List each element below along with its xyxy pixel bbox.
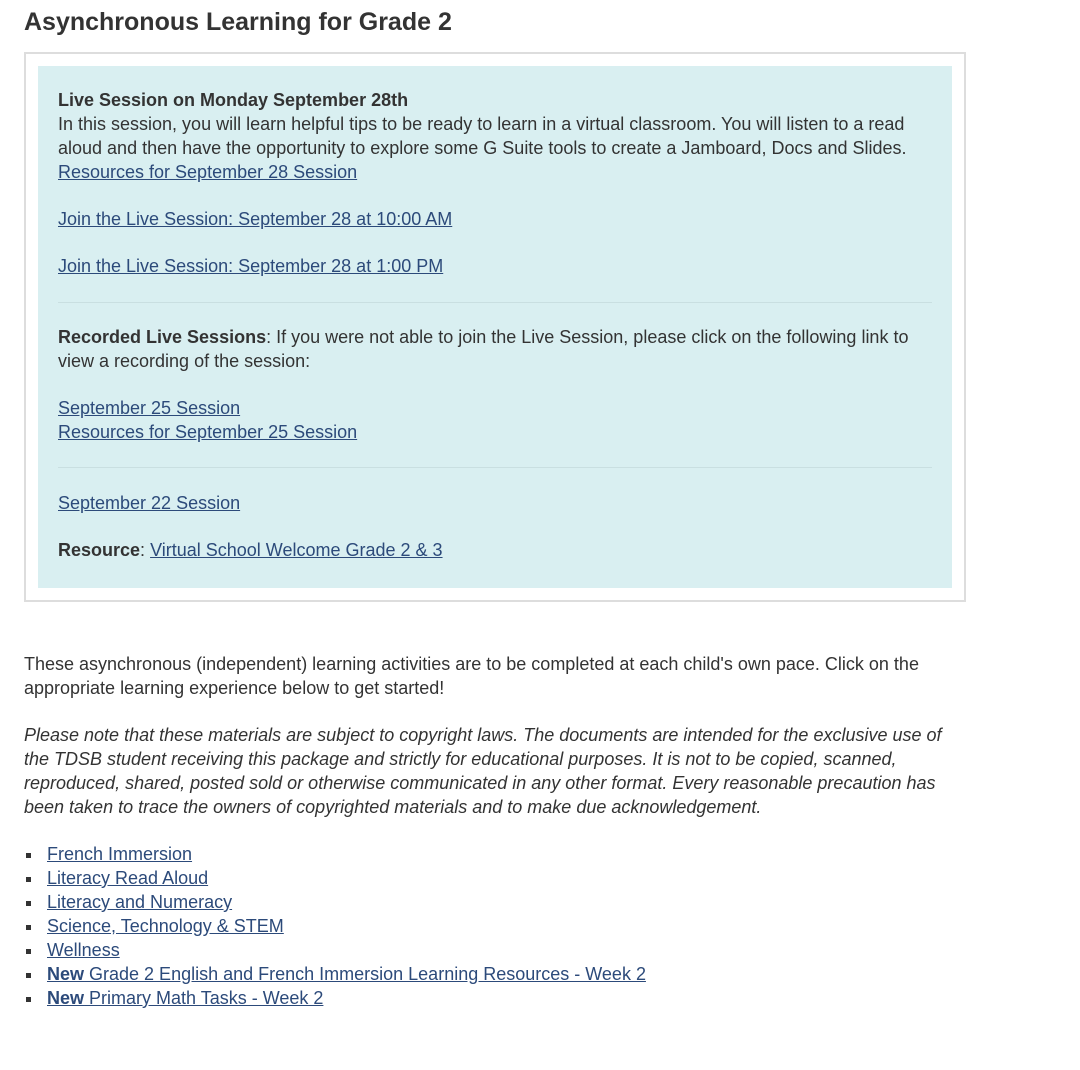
recorded-sessions-label: Recorded Live Sessions [58,327,267,347]
list-item [24,866,966,890]
recorded-sessions-text: : If you were not able to join the Live Session, please click on the following link to view a recording of the session: [58,327,909,371]
activity-links-list [24,842,966,1010]
live-session-panel-inner [38,66,952,588]
bullet-icon [26,853,31,858]
wellness-link[interactable]: Wellness [47,940,120,960]
list-item [24,962,966,986]
live-session-description: In this session, you will learn helpful tips to be ready to learn in a virtual classroom. You will listen to a read aloud and then have the opportunity to explore some G Suite tools to create a Jamboard, Docs and Slides. [58,114,907,158]
primary-math-tasks-week2-link[interactable]: New Primary Math Tasks - Week 2 [47,988,324,1008]
copyright-note: Please note that these materials are subject to copyright laws. The documents are intended for the exclusive use of the TDSB student receiving this package and strictly for educational purposes. It is not to be copied, scanned, reproduced, shared, posted sold or otherwise communicated in any other format. Every reasonable precaution has been taken to trace the owners of copyrighted materials and to make due acknowledgement. [24,725,942,817]
virtual-school-welcome-link[interactable]: Virtual School Welcome Grade 2 & 3 [150,540,443,560]
bullet-icon [26,877,31,882]
bullet-icon [26,901,31,906]
sep22-session-link[interactable]: September 22 Session [58,493,241,513]
resources-sep25-link[interactable]: Resources for September 25 Session [58,422,358,442]
page-content [24,0,966,1010]
bullet-icon [26,949,31,954]
resource-label: Resource [58,540,141,560]
bullet-icon [26,925,31,930]
join-live-session-10am-link[interactable]: Join the Live Session: September 28 at 10:00 AM [58,209,453,229]
intro-text: These asynchronous (independent) learning activities are to be completed at each child's own pace. Click on the appropriate learning experience below to get started! [24,654,919,698]
list-item [24,986,966,1010]
literacy-and-numeracy-link[interactable]: Literacy and Numeracy [47,892,233,912]
sep25-session-link[interactable]: September 25 Session [58,398,241,418]
list-item [24,914,966,938]
new-badge: New [47,988,85,1008]
join-live-session-1pm-link[interactable]: Join the Live Session: September 28 at 1:00 PM [58,256,444,276]
resources-sep28-link[interactable]: Resources for September 28 Session [58,162,358,182]
resource-separator: : [140,540,151,560]
new-badge: New [47,964,85,984]
french-immersion-link[interactable]: French Immersion [47,844,193,864]
bullet-icon [26,997,31,1002]
list-item [24,890,966,914]
list-item [24,938,966,962]
science-technology-stem-link[interactable]: Science, Technology & STEM [47,916,284,936]
recorded-sessions-paragraph [58,325,932,373]
bullet-icon [26,973,31,978]
grade2-learning-resources-week2-link[interactable]: New Grade 2 English and French Immersion Learning Resources - Week 2 [47,964,646,984]
live-session-heading: Live Session on Monday September 28th [58,90,409,110]
live-session-panel [24,52,966,602]
list-item [24,842,966,866]
literacy-read-aloud-link[interactable]: Literacy Read Aloud [47,868,209,888]
page-title: Asynchronous Learning for Grade 2 [24,8,452,36]
